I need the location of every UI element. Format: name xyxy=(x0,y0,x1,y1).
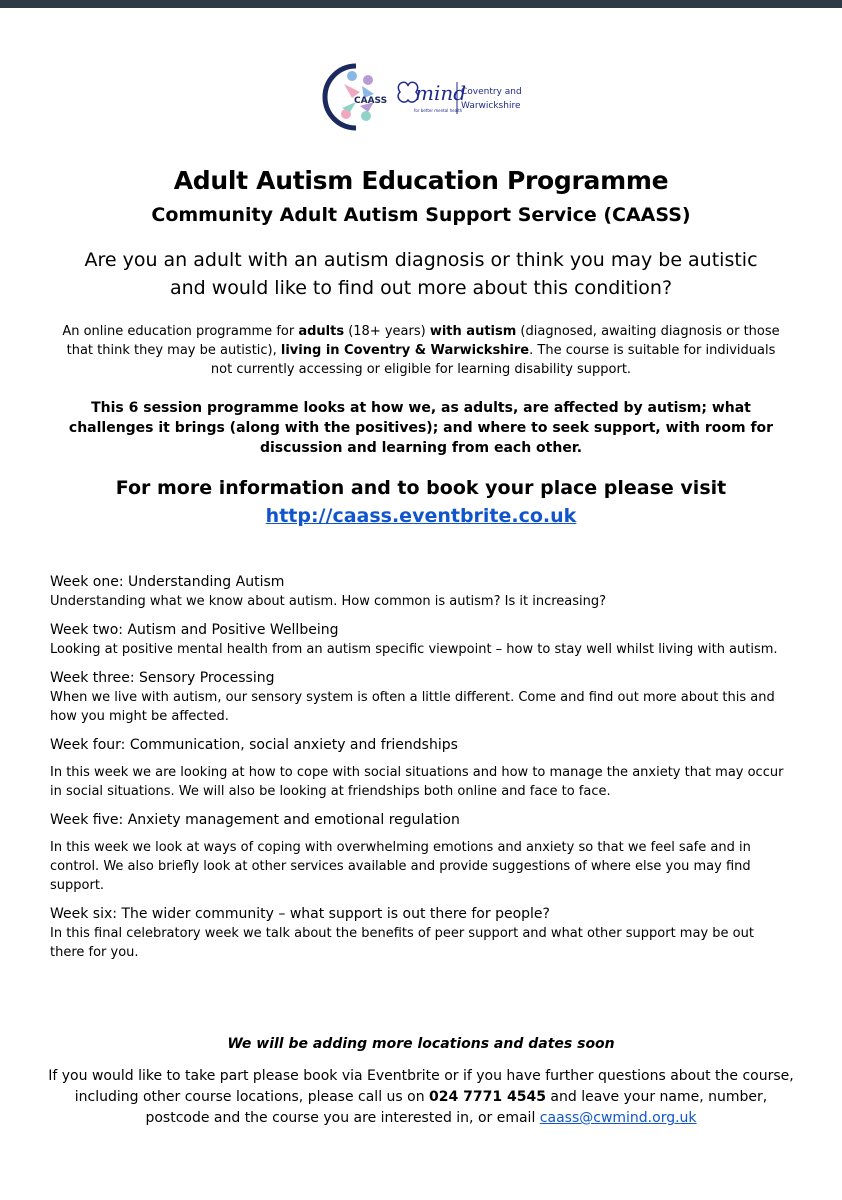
adding-locations-note: We will be adding more locations and dates soon xyxy=(227,1036,615,1052)
question xyxy=(0,246,842,302)
mind-location-line1: Coventry and xyxy=(461,87,522,97)
question-line-1: Are you an adult with an autism diagnosis or think you may be autistic xyxy=(84,249,758,271)
week-title: Week three: Sensory Processing xyxy=(50,670,275,686)
logo-area xyxy=(316,62,536,132)
mind-tagline: for better mental health xyxy=(414,108,463,113)
week-description: In this final celebratory week we talk about the benefits of peer support and what other support may be out there for you. xyxy=(50,926,754,960)
week-item xyxy=(50,572,790,611)
week-item xyxy=(50,810,790,895)
mind-logo-text: mind xyxy=(415,81,467,105)
week-title: Week five: Anxiety management and emotional regulation xyxy=(50,812,460,828)
contact-paragraph xyxy=(48,1066,794,1129)
week-description: In this week we look at ways of coping with overwhelming emotions and anxiety so that we feel safe and in control. We also briefly look at other services available and provide suggestions of where else you may find support. xyxy=(50,840,751,893)
week-description: In this week we are looking at how to cope with social situations and how to manage the anxiety that may occur in social situations. We will also be looking at friendships both online and face to face. xyxy=(50,765,784,799)
intro-adults: adults xyxy=(298,324,345,339)
mind-location-line2: Warwickshire xyxy=(461,101,521,111)
week-description: When we live with autism, our sensory system is often a little different. Come and find out more about this and how you might be affected. xyxy=(50,690,775,724)
week-title: Week four: Communication, social anxiety and friendships xyxy=(50,737,458,753)
week-item xyxy=(50,668,790,726)
weeks-list xyxy=(50,572,790,971)
mind-logo xyxy=(398,81,522,114)
more-info xyxy=(0,474,842,530)
footer-text-2: and leave your name, number, postcode and the course you are interested in, or email xyxy=(145,1089,768,1126)
week-item xyxy=(50,620,790,659)
top-bar xyxy=(0,0,842,8)
week-title: Week six: The wider community – what support is out there for people? xyxy=(50,906,550,922)
week-description: Looking at positive mental health from an autism specific viewpoint – how to stay well whilst living with autism. xyxy=(50,642,778,657)
page-title: Adult Autism Education Programme xyxy=(173,166,669,195)
intro-text-4: . The course is suitable for individuals not currently accessing or eligible for learning disability support. xyxy=(210,343,776,377)
page-subtitle: Community Adult Autism Support Service (CAASS) xyxy=(151,204,691,226)
phone-number: 024 7771 4545 xyxy=(429,1089,546,1105)
intro-text-1: An online education programme for xyxy=(62,324,299,339)
more-info-text: For more information and to book your place please visit xyxy=(115,477,727,499)
intro-paragraph xyxy=(60,322,782,379)
footer-text-1: If you would like to take part please book via Eventbrite or if you have further questions about the course, including other course locations, please call us on xyxy=(48,1068,794,1105)
intro-text-2: (18+ years) xyxy=(344,324,430,339)
intro-living: living in Coventry & Warwickshire xyxy=(280,343,530,358)
week-description: Understanding what we know about autism. How common is autism? Is it increasing? xyxy=(50,594,607,609)
week-title: Week one: Understanding Autism xyxy=(50,574,285,590)
week-item xyxy=(50,735,790,801)
question-line-2: and would like to find out more about this condition? xyxy=(169,277,673,299)
caass-logo-text: CAASS xyxy=(354,96,388,106)
email-link[interactable]: caass@cwmind.org.uk xyxy=(539,1110,697,1126)
caass-logo xyxy=(325,66,387,128)
programme-description: This 6 session programme looks at how we, as adults, are affected by autism; what challenges it brings (along with the positives); and where to seek support, with room for discussion and learning from each other. xyxy=(68,400,774,456)
week-item xyxy=(50,904,790,962)
caass-mind-logo xyxy=(316,62,536,132)
eventbrite-link[interactable]: http://caass.eventbrite.co.uk xyxy=(265,505,577,527)
week-title: Week two: Autism and Positive Wellbeing xyxy=(50,622,339,638)
intro-with-autism: with autism xyxy=(429,324,517,339)
intro-text-3: (diagnosed, awaiting diagnosis or those that think they may be autistic), xyxy=(66,324,780,358)
